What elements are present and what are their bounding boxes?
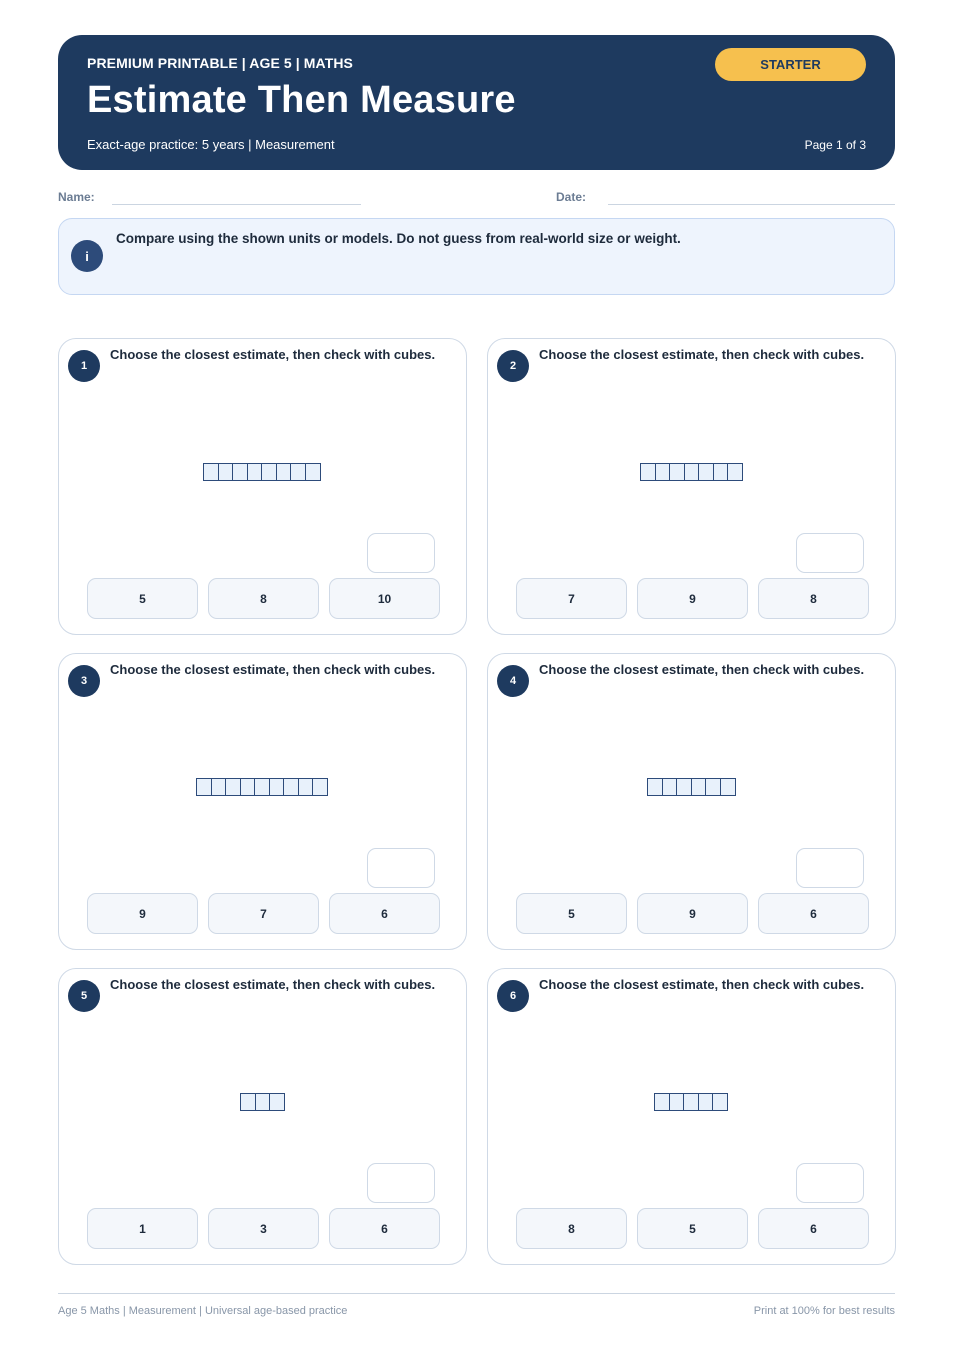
question-card (487, 338, 896, 635)
estimate-option-button[interactable]: 6 (758, 893, 869, 934)
question-number: 1 (68, 350, 100, 382)
info-icon: i (71, 240, 103, 272)
question-card (487, 653, 896, 950)
cube (312, 778, 328, 796)
answer-box[interactable] (796, 533, 864, 573)
date-label: Date: (556, 190, 587, 204)
estimate-option-button[interactable]: 1 (87, 1208, 198, 1249)
estimate-option-button[interactable]: 6 (329, 1208, 440, 1249)
cube-train (196, 778, 328, 796)
estimate-option-button[interactable]: 3 (208, 1208, 319, 1249)
cube-train (240, 1093, 285, 1111)
question-prompt: Choose the closest estimate, then check with cubes. (539, 347, 865, 362)
footer-left-text: Age 5 Maths | Measurement | Universal age-based practice (58, 1305, 348, 1317)
answer-box[interactable] (367, 533, 435, 573)
estimate-option-button[interactable]: 5 (87, 578, 198, 619)
answer-box[interactable] (367, 1163, 435, 1203)
header-subtitle: Exact-age practice: 5 years | Measurement (87, 137, 335, 152)
question-prompt: Choose the closest estimate, then check with cubes. (110, 662, 436, 677)
question-prompt: Choose the closest estimate, then check with cubes. (110, 977, 436, 992)
page-title: Estimate Then Measure (87, 79, 516, 121)
estimate-option-button[interactable]: 10 (329, 578, 440, 619)
worksheet-header (58, 35, 895, 170)
cube-train (654, 1093, 728, 1111)
estimate-option-button[interactable]: 9 (87, 893, 198, 934)
cube-train (647, 778, 736, 796)
estimate-option-button[interactable]: 9 (637, 893, 748, 934)
estimate-option-button[interactable]: 7 (516, 578, 627, 619)
cube (305, 463, 321, 481)
question-number: 3 (68, 665, 100, 697)
answer-box[interactable] (796, 1163, 864, 1203)
question-card (58, 653, 467, 950)
question-prompt: Choose the closest estimate, then check with cubes. (539, 662, 865, 677)
question-prompt: Choose the closest estimate, then check with cubes. (110, 347, 436, 362)
estimate-options (516, 1208, 869, 1249)
estimate-option-button[interactable]: 5 (637, 1208, 748, 1249)
footer-divider (58, 1293, 895, 1294)
estimate-option-button[interactable]: 6 (329, 893, 440, 934)
question-number: 6 (497, 980, 529, 1012)
question-number: 4 (497, 665, 529, 697)
question-number: 2 (497, 350, 529, 382)
cube (712, 1093, 728, 1111)
answer-box[interactable] (367, 848, 435, 888)
estimate-options (87, 893, 440, 934)
cube (727, 463, 743, 481)
instructions-text: Compare using the shown units or models. Do not guess from real-world size or weight. (116, 231, 681, 246)
cube (269, 1093, 285, 1111)
question-card (487, 968, 896, 1265)
estimate-options (516, 893, 869, 934)
estimate-option-button[interactable]: 5 (516, 893, 627, 934)
estimate-options (87, 578, 440, 619)
estimate-option-button[interactable]: 8 (208, 578, 319, 619)
footer-right-text: Print at 100% for best results (753, 1305, 895, 1317)
estimate-option-button[interactable]: 7 (208, 893, 319, 934)
estimate-option-button[interactable]: 8 (516, 1208, 627, 1249)
estimate-option-button[interactable]: 6 (758, 1208, 869, 1249)
level-badge: STARTER (715, 48, 866, 81)
cube-train (203, 463, 321, 481)
page-indicator: Page 1 of 3 (804, 138, 866, 152)
instructions-box (58, 218, 895, 295)
cube-train (640, 463, 743, 481)
question-card (58, 338, 467, 635)
header-kicker: PREMIUM PRINTABLE | AGE 5 | MATHS (87, 55, 353, 71)
name-label: Name: (58, 190, 95, 204)
date-field[interactable] (608, 204, 895, 205)
name-field[interactable] (112, 204, 361, 205)
answer-box[interactable] (796, 848, 864, 888)
estimate-option-button[interactable]: 8 (758, 578, 869, 619)
question-card (58, 968, 467, 1265)
estimate-options (516, 578, 869, 619)
question-prompt: Choose the closest estimate, then check with cubes. (539, 977, 865, 992)
estimate-options (87, 1208, 440, 1249)
cube (720, 778, 736, 796)
question-number: 5 (68, 980, 100, 1012)
estimate-option-button[interactable]: 9 (637, 578, 748, 619)
